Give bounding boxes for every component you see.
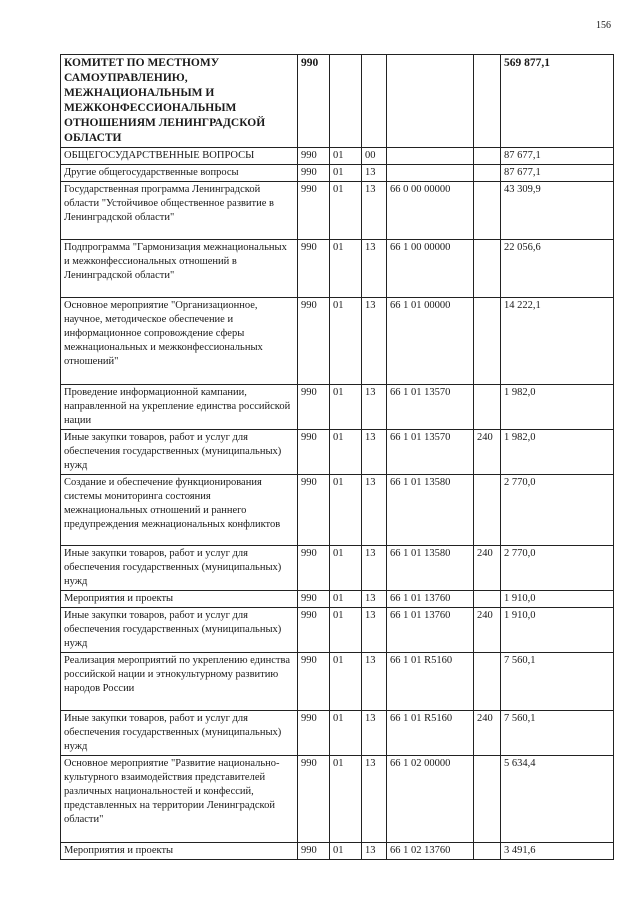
table-row [61,756,614,843]
row-rz: 01 [330,756,362,843]
row-rz: 01 [330,385,362,430]
row-grbs: 990 [298,843,330,860]
row-grbs: 990 [298,653,330,711]
row-sum: 3 491,6 [501,843,614,860]
page-number: 156 [596,20,611,31]
row-sum: 1 910,0 [501,591,614,608]
row-csr: 66 1 01 00000 [387,298,474,385]
row-name: Проведение информационной кампании, направленной на укрепление единства российской нации [61,385,298,430]
row-vr [474,653,501,711]
row-csr: 66 1 01 R5160 [387,711,474,756]
row-grbs: 990 [298,608,330,653]
row-vr: 240 [474,711,501,756]
table-row [61,182,614,240]
row-pr: 13 [362,165,387,182]
table-row [61,240,614,298]
row-name: Основное мероприятие "Развитие национально-культурного взаимодействия представителей различных национальностей и конфессий, представленных на территории Ленинградской области" [61,756,298,843]
table-row [61,430,614,475]
row-csr [387,55,474,148]
row-vr [474,298,501,385]
row-rz: 01 [330,475,362,546]
table-row [61,608,614,653]
row-sum: 87 677,1 [501,165,614,182]
row-csr: 66 1 01 13760 [387,608,474,653]
row-grbs: 990 [298,546,330,591]
table-row [61,385,614,430]
row-name: Государственная программа Ленинградской области "Устойчивое общественное развитие в Ленинградской области" [61,182,298,240]
row-pr: 13 [362,182,387,240]
table-row [61,843,614,860]
row-rz: 01 [330,240,362,298]
row-rz: 01 [330,298,362,385]
row-grbs: 990 [298,182,330,240]
row-sum: 7 560,1 [501,711,614,756]
row-csr: 66 1 02 00000 [387,756,474,843]
row-csr: 66 1 00 00000 [387,240,474,298]
row-vr [474,591,501,608]
row-csr: 66 1 01 13580 [387,475,474,546]
row-vr [474,165,501,182]
table-row [61,475,614,546]
row-sum: 1 982,0 [501,430,614,475]
row-name: Мероприятия и проекты [61,591,298,608]
row-rz: 01 [330,591,362,608]
row-name: Иные закупки товаров, работ и услуг для обеспечения государственных (муниципальных) нужд [61,430,298,475]
row-name: Подпрограмма "Гармонизация межнациональных и межконфессиональных отношений в Ленинградской области" [61,240,298,298]
row-name: Реализация мероприятий по укреплению единства российской нации и этнокультурному развитию народов России [61,653,298,711]
row-pr: 13 [362,591,387,608]
row-pr: 13 [362,653,387,711]
table-row [61,591,614,608]
row-vr [474,182,501,240]
row-vr [474,148,501,165]
table-row [61,653,614,711]
row-grbs: 990 [298,430,330,475]
row-pr: 13 [362,298,387,385]
row-rz [330,55,362,148]
row-pr: 13 [362,385,387,430]
row-grbs: 990 [298,148,330,165]
row-grbs: 990 [298,55,330,148]
row-grbs: 990 [298,475,330,546]
row-rz: 01 [330,653,362,711]
row-rz: 01 [330,546,362,591]
row-rz: 01 [330,182,362,240]
row-rz: 01 [330,843,362,860]
row-pr: 13 [362,240,387,298]
row-csr: 66 1 01 R5160 [387,653,474,711]
row-grbs: 990 [298,165,330,182]
row-sum: 2 770,0 [501,546,614,591]
row-csr: 66 1 01 13570 [387,430,474,475]
row-pr: 13 [362,711,387,756]
row-rz: 01 [330,711,362,756]
row-grbs: 990 [298,591,330,608]
row-pr: 13 [362,430,387,475]
row-sum: 87 677,1 [501,148,614,165]
table-row [61,711,614,756]
row-name: Основное мероприятие "Организационное, научное, методическое обеспечение и информационное сопровождение сферы межнациональных и межконфессиональных отношений" [61,298,298,385]
row-sum: 569 877,1 [501,55,614,148]
row-sum: 14 222,1 [501,298,614,385]
row-vr: 240 [474,430,501,475]
row-pr [362,55,387,148]
row-rz: 01 [330,608,362,653]
row-pr: 13 [362,756,387,843]
row-sum: 22 056,6 [501,240,614,298]
row-name: Иные закупки товаров, работ и услуг для обеспечения государственных (муниципальных) нужд [61,711,298,756]
row-vr [474,385,501,430]
table-row [61,148,614,165]
row-grbs: 990 [298,298,330,385]
row-sum: 2 770,0 [501,475,614,546]
row-csr [387,148,474,165]
row-vr [474,55,501,148]
row-pr: 13 [362,608,387,653]
row-name: ОБЩЕГОСУДАРСТВЕННЫЕ ВОПРОСЫ [61,148,298,165]
row-vr [474,843,501,860]
row-grbs: 990 [298,385,330,430]
row-vr: 240 [474,546,501,591]
row-vr: 240 [474,608,501,653]
row-name: Создание и обеспечение функционирования системы мониторинга состояния межнациональных отношений и раннего предупреждения межнациональных конфликтов [61,475,298,546]
row-csr: 66 1 01 13580 [387,546,474,591]
row-vr [474,756,501,843]
row-pr: 13 [362,843,387,860]
table-row [61,546,614,591]
table-row [61,298,614,385]
row-grbs: 990 [298,240,330,298]
row-sum: 1 910,0 [501,608,614,653]
row-csr: 66 1 01 13570 [387,385,474,430]
row-rz: 01 [330,148,362,165]
row-rz: 01 [330,165,362,182]
row-name: Иные закупки товаров, работ и услуг для обеспечения государственных (муниципальных) нужд [61,546,298,591]
row-csr: 66 1 02 13760 [387,843,474,860]
row-sum: 5 634,4 [501,756,614,843]
row-name: КОМИТЕТ ПО МЕСТНОМУ САМОУПРАВЛЕНИЮ, МЕЖНАЦИОНАЛЬНЫМ И МЕЖКОНФЕССИОНАЛЬНЫМ ОТНОШЕНИЯМ ЛЕНИНГРАДСКОЙ ОБЛАСТИ [61,55,298,148]
row-sum: 1 982,0 [501,385,614,430]
row-name: Иные закупки товаров, работ и услуг для обеспечения государственных (муниципальных) нужд [61,608,298,653]
row-grbs: 990 [298,756,330,843]
row-name: Мероприятия и проекты [61,843,298,860]
row-sum: 7 560,1 [501,653,614,711]
row-pr: 00 [362,148,387,165]
row-sum: 43 309,9 [501,182,614,240]
row-csr: 66 0 00 00000 [387,182,474,240]
row-vr [474,240,501,298]
row-vr [474,475,501,546]
row-pr: 13 [362,475,387,546]
budget-table [60,54,614,860]
row-rz: 01 [330,430,362,475]
row-grbs: 990 [298,711,330,756]
table-row [61,55,614,148]
row-name: Другие общегосударственные вопросы [61,165,298,182]
row-csr [387,165,474,182]
row-csr: 66 1 01 13760 [387,591,474,608]
table-row [61,165,614,182]
row-pr: 13 [362,546,387,591]
